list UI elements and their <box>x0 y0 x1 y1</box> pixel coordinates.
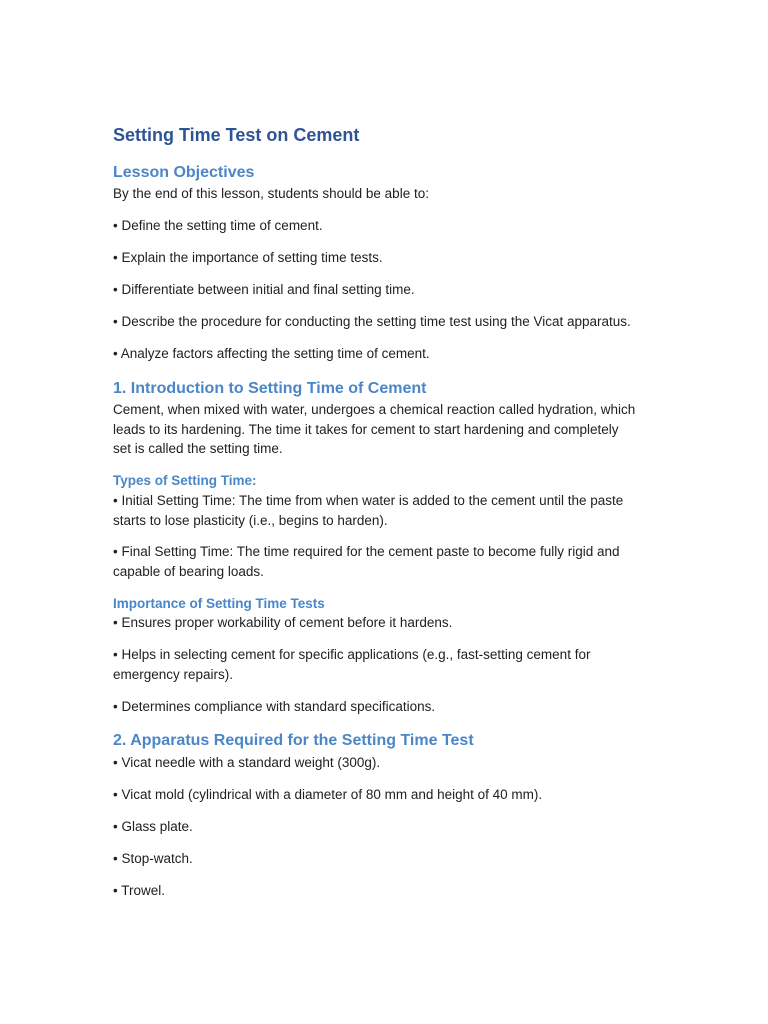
document-title: Setting Time Test on Cement <box>113 125 360 145</box>
final-setting-line: • Final Setting Time: The time required for the cement paste to become fully rigid and <box>113 544 620 559</box>
apparatus-item: • Vicat mold (cylindrical with a diameter of 80 mm and height of 40 mm). <box>113 787 543 802</box>
types-heading: Types of Setting Time: <box>113 473 257 488</box>
objective-item: • Differentiate between initial and final setting time. <box>113 282 415 297</box>
objective-item: • Analyze factors affecting the setting time of cement. <box>113 346 430 361</box>
initial-setting-line: • Initial Setting Time: The time from when water is added to the cement until the paste <box>113 493 624 508</box>
initial-setting-line: starts to lose plasticity (i.e., begins to harden). <box>113 512 388 528</box>
section1-paragraph-line: set is called the setting time. <box>113 441 283 456</box>
importance-item: • Ensures proper workability of cement before it hardens. <box>113 615 453 630</box>
section1-heading: 1. Introduction to Setting Time of Cement <box>113 380 427 397</box>
section2-heading: 2. Apparatus Required for the Setting Time Test <box>113 732 474 749</box>
objectives-heading: Lesson Objectives <box>113 164 255 181</box>
importance-item-line: • Helps in selecting cement for specific applications (e.g., fast-setting cement for <box>113 647 591 662</box>
final-setting-line: capable of bearing loads. <box>113 563 264 579</box>
apparatus-item: • Trowel. <box>113 883 165 898</box>
section1-paragraph-line: leads to its hardening. The time it takes for cement to start hardening and completely <box>113 421 619 437</box>
importance-heading: Importance of Setting Time Tests <box>113 596 325 611</box>
section1-paragraph-line: Cement, when mixed with water, undergoes a chemical reaction called hydration, which <box>113 402 636 417</box>
objective-item: • Define the setting time of cement. <box>113 218 323 233</box>
importance-item: • Determines compliance with standard specifications. <box>113 699 436 714</box>
objective-item: • Describe the procedure for conducting the setting time test using the Vicat apparatus. <box>113 314 631 329</box>
importance-item-line: emergency repairs). <box>113 666 234 682</box>
objectives-intro: By the end of this lesson, students should be able to: <box>113 186 429 201</box>
apparatus-item: • Glass plate. <box>113 819 193 834</box>
objective-item: • Explain the importance of setting time tests. <box>113 250 383 265</box>
apparatus-item: • Stop-watch. <box>113 851 193 866</box>
apparatus-item: • Vicat needle with a standard weight (300g). <box>113 755 381 770</box>
